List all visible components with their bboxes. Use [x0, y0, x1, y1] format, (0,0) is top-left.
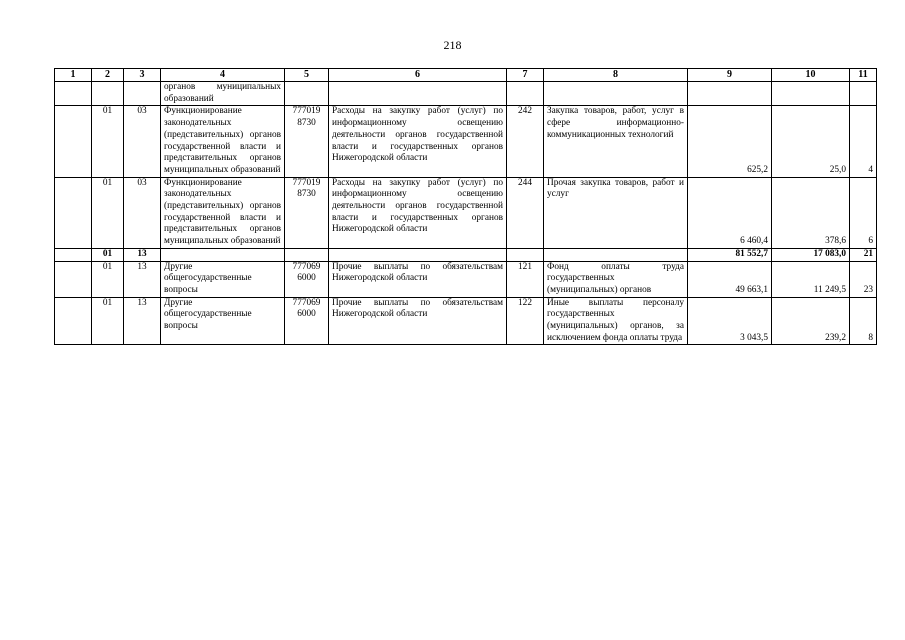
- table-cell: 3 043,5: [688, 297, 772, 345]
- column-header: 4: [161, 69, 285, 82]
- column-header: 1: [55, 69, 92, 82]
- budget-table: [54, 68, 877, 345]
- column-header: 7: [507, 69, 544, 82]
- table-cell: 03: [124, 106, 161, 177]
- table-cell: 777019 8730: [285, 177, 329, 248]
- table-row: [55, 297, 877, 345]
- table-cell: Функционирование законодательных (представительных) органов государственной власти и представительных органов муниципальных образований: [161, 106, 285, 177]
- table-cell: 4: [850, 106, 877, 177]
- table-cell: Закупка товаров, работ, услуг в сфере информационно-коммуникационных технологий: [544, 106, 688, 177]
- column-header: 6: [329, 69, 507, 82]
- table-cell: [55, 82, 92, 106]
- table-cell: 122: [507, 297, 544, 345]
- table-cell: [507, 82, 544, 106]
- table-cell: 25,0: [772, 106, 850, 177]
- table-cell: [285, 82, 329, 106]
- table-row: [55, 106, 877, 177]
- table-cell: Функционирование законодательных (представительных) органов государственной власти и представительных органов муниципальных образований: [161, 177, 285, 248]
- table-cell: [688, 82, 772, 106]
- table-cell: 13: [124, 261, 161, 297]
- table-cell: [544, 248, 688, 261]
- table-cell: Другие общегосударственные вопросы: [161, 261, 285, 297]
- table-cell: Прочая закупка товаров, работ и услуг: [544, 177, 688, 248]
- table-cell: Расходы на закупку работ (услуг) по информационному освещению деятельности органов государственной власти и государственных органов Нижегородской области: [329, 177, 507, 248]
- table-cell: [850, 82, 877, 106]
- table-row: [55, 82, 877, 106]
- table-cell: 01: [92, 177, 124, 248]
- table-cell: 244: [507, 177, 544, 248]
- table-cell: 6: [850, 177, 877, 248]
- column-header: 2: [92, 69, 124, 82]
- table-cell: 13: [124, 297, 161, 345]
- page-number: 218: [443, 38, 462, 52]
- table-cell: [55, 297, 92, 345]
- table-cell: Другие общегосударственные вопросы: [161, 297, 285, 345]
- table-cell: [507, 248, 544, 261]
- column-header: 10: [772, 69, 850, 82]
- table-cell: [544, 82, 688, 106]
- column-header: 5: [285, 69, 329, 82]
- table-cell: 23: [850, 261, 877, 297]
- table-cell: 01: [92, 248, 124, 261]
- table-cell: 121: [507, 261, 544, 297]
- table-cell: [772, 82, 850, 106]
- header-row: [55, 69, 877, 82]
- table-cell: 01: [92, 106, 124, 177]
- table-row: [55, 261, 877, 297]
- table-cell: [329, 248, 507, 261]
- column-header: 11: [850, 69, 877, 82]
- table-cell: 01: [92, 297, 124, 345]
- table-cell: 81 552,7: [688, 248, 772, 261]
- table-cell: Фонд оплаты труда государственных (муниципальных) органов: [544, 261, 688, 297]
- table-cell: [329, 82, 507, 106]
- table-cell: [55, 177, 92, 248]
- table-cell: 239,2: [772, 297, 850, 345]
- column-header: 3: [124, 69, 161, 82]
- table-cell: [285, 248, 329, 261]
- table-cell: [55, 248, 92, 261]
- column-header: 8: [544, 69, 688, 82]
- table-cell: 11 249,5: [772, 261, 850, 297]
- table-cell: [124, 82, 161, 106]
- table-cell: [55, 106, 92, 177]
- table-cell: 49 663,1: [688, 261, 772, 297]
- table-cell: 13: [124, 248, 161, 261]
- table-cell: 21: [850, 248, 877, 261]
- table-cell: Расходы на закупку работ (услуг) по информационному освещению деятельности органов государственной власти и государственных органов Нижегородской области: [329, 106, 507, 177]
- table-cell: Иные выплаты персоналу государственных (муниципальных) органов, за исключением фонда оплаты труда: [544, 297, 688, 345]
- table-cell: 625,2: [688, 106, 772, 177]
- table-cell: 777069 6000: [285, 261, 329, 297]
- table-cell: 378,6: [772, 177, 850, 248]
- table-cell: 6 460,4: [688, 177, 772, 248]
- table-cell: 03: [124, 177, 161, 248]
- column-header: 9: [688, 69, 772, 82]
- table-cell: органов муниципальных образований: [161, 82, 285, 106]
- table-cell: 777069 6000: [285, 297, 329, 345]
- table-cell: 17 083,0: [772, 248, 850, 261]
- table-cell: 8: [850, 297, 877, 345]
- table-row: [55, 177, 877, 248]
- table-cell: Прочие выплаты по обязательствам Нижегородской области: [329, 297, 507, 345]
- table-cell: 242: [507, 106, 544, 177]
- table-cell: 777019 8730: [285, 106, 329, 177]
- table-row-subtotal: [55, 248, 877, 261]
- table-cell: [92, 82, 124, 106]
- table-cell: Прочие выплаты по обязательствам Нижегородской области: [329, 261, 507, 297]
- table-cell: [161, 248, 285, 261]
- table-cell: 01: [92, 261, 124, 297]
- table-cell: [55, 261, 92, 297]
